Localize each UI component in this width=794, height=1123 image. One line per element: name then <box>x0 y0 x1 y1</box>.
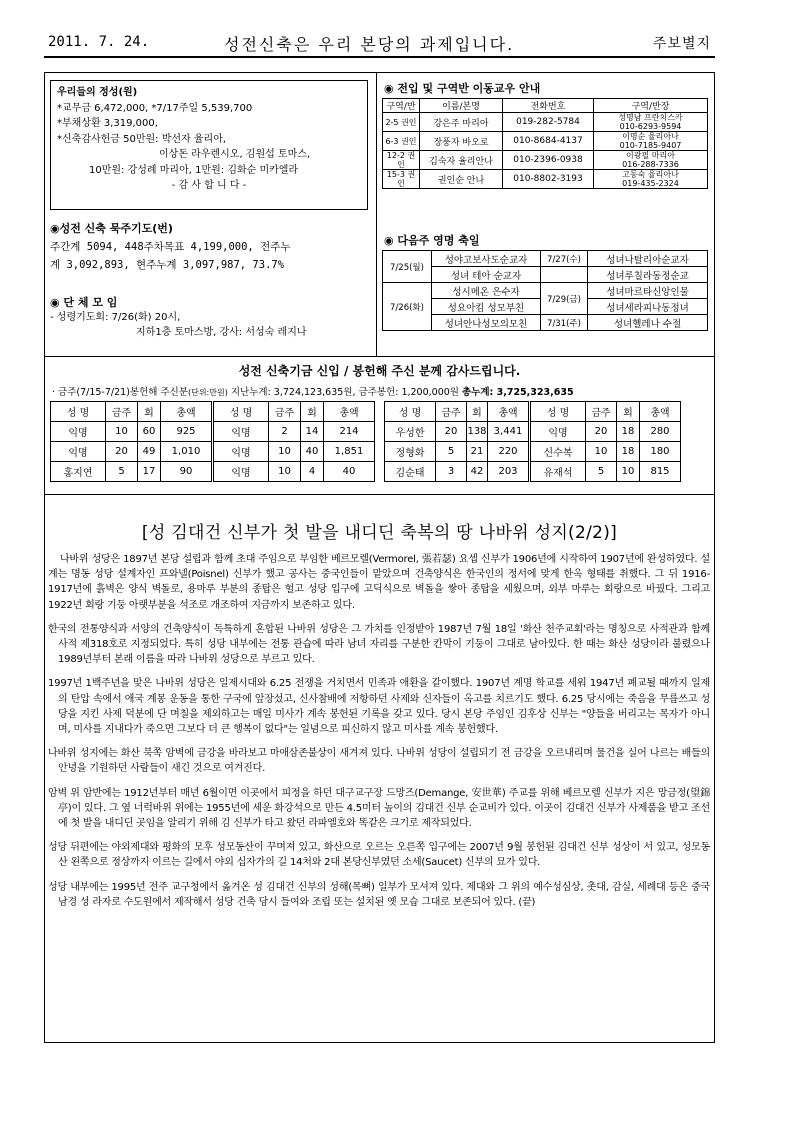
transfer-title: ◉ 전입 및 구역반 이동교우 안내 <box>384 82 541 95</box>
feast-date: 7/25(월) <box>383 251 432 283</box>
column-header: 성 명 <box>213 402 269 422</box>
donor-name: 익명 <box>51 422 106 442</box>
article-paragraph: 성당 뒤편에는 야외제대와 평화의 모후 성모동산이 꾸며져 있고, 화산으로 오르는 오른쪽 입구에는 2007년 9월 봉헌된 김대건 신부 성상이 서 있고, 성모동산 왼쪽으로 정상까지 이르는 길에서 야외 십자가의 길 14처와 2대 본당신부였던 소세(Saucet) 신부의 묘가 있다. <box>48 842 710 869</box>
donor-name: 정형화 <box>385 442 436 462</box>
group-meeting-line: 지하1층 토마스방, 강사: 서성숙 레지나 <box>136 327 307 338</box>
donor-total: 1,010 <box>161 442 213 462</box>
donor-total: 180 <box>640 442 681 462</box>
group-meetings-title: ◉ 단 체 모 임 <box>50 296 118 309</box>
leader-name: 성명남 프란치스카 <box>618 113 683 122</box>
donor-name: 익명 <box>51 442 106 462</box>
table-row <box>51 442 375 462</box>
donor-count: 60 <box>138 422 161 442</box>
donor-count: 17 <box>138 462 161 482</box>
table-header-row <box>51 402 375 422</box>
column-header: 이름/본명 <box>420 99 503 113</box>
donor-count: 18 <box>617 422 640 442</box>
column-header: 회 <box>301 402 324 422</box>
group-meetings-section <box>50 295 370 340</box>
fund-summary <box>52 384 574 398</box>
column-header: 전화번호 <box>503 99 594 113</box>
donor-total: 3,441 <box>488 422 530 442</box>
table-row <box>51 422 375 442</box>
table-header-row <box>385 402 681 422</box>
feast-saint: 성녀마르타신앙인물 <box>588 283 708 299</box>
offerings-line: *부채상환 3,319,000, <box>57 118 158 129</box>
donor-total: 40 <box>324 462 375 482</box>
fund-summary-total: 총누계: 3,725,323,635 <box>461 387 574 398</box>
donor-week: 5 <box>586 462 617 482</box>
donor-total: 280 <box>640 422 681 442</box>
donor-total: 815 <box>640 462 681 482</box>
offerings-title: 우리들의 정성(원) <box>57 87 138 98</box>
donor-count: 10 <box>617 462 640 482</box>
table-row <box>383 315 708 331</box>
column-header: 회 <box>467 402 488 422</box>
table-row <box>383 132 708 151</box>
article-paragraph: 1997년 1백주년을 맞은 나바위 성당은 일제시대와 6.25 전쟁을 거치면서 민족과 애환을 같이했다. 1907년 계명 학교를 세워 1947년 폐교될 때까지 일제의 탄압 속에서 애국 계몽 운동을 통한 구국에 앞장섰고, 신사참배에 저항하던 사제와 신자들이 옥고를 치르기도 했다. 6.25 당시에는 죽음을 무릅쓰고 성당을 지킨 사제 덕분에 단 며칠을 제외하고는 매일 미사가 계속 봉헌된 기록을 갖고 있다. 당시 본당 주임인 김후상 신부는 "양들을 버리고는 목자가 아니며, 미사를 지내다가 죽으면 그보다 더 큰 행복이 없다"는 일념으로 피신하지 않고 미사를 계속 봉헌했다. <box>48 678 710 736</box>
area-cell: 15-3 권인 <box>383 170 420 189</box>
leader-phone: 010-7185-9407 <box>619 141 682 150</box>
bulletin-supplement-label: 주보별지 <box>652 36 711 52</box>
donor-week: 2 <box>269 422 301 442</box>
column-header: 총액 <box>161 402 213 422</box>
column-header: 금주 <box>586 402 617 422</box>
table-row <box>385 442 681 462</box>
donor-total: 214 <box>324 422 375 442</box>
name-cell: 권인순 안나 <box>420 170 503 189</box>
area-cell: 2-5 권인 <box>383 113 420 132</box>
donor-week: 5 <box>106 462 138 482</box>
name-cell: 강은주 마리아 <box>420 113 503 132</box>
donor-week: 10 <box>269 462 301 482</box>
column-header: 회 <box>138 402 161 422</box>
offerings-line: *신축감사헌금 50만원: 박선자 율리아, <box>57 133 227 145</box>
donor-name: 유재석 <box>530 462 586 482</box>
donor-count: 18 <box>617 442 640 462</box>
leader-phone: 010-6293-9594 <box>619 122 682 131</box>
leader-name: 이명순 율리아나 <box>622 132 679 141</box>
donor-total: 1,851 <box>324 442 375 462</box>
donor-total: 203 <box>488 462 530 482</box>
article-title: [성 김대건 신부가 첫 발을 내디딘 축복의 땅 나바위 성지(2/2)] <box>141 523 618 543</box>
leader-cell <box>594 132 708 151</box>
donor-name: 신수복 <box>530 442 586 462</box>
phone-cell: 010-2396-0938 <box>503 151 594 170</box>
feast-saint: 성야고보사도순교자 <box>432 251 541 267</box>
column-header: 총액 <box>640 402 681 422</box>
feast-saint: 성녀나탈리아순교자 <box>588 251 708 267</box>
feast-date: 7/31(주) <box>541 315 588 331</box>
feast-saint: 성요아킴 성모부친 <box>432 299 541 315</box>
offerings-thanks: - 감 사 합 니 다 - <box>171 180 247 191</box>
feast-saint: 성녀 테아 순교자 <box>432 267 541 283</box>
column-header: 금주 <box>106 402 138 422</box>
donor-week: 20 <box>586 422 617 442</box>
donor-name: 익명 <box>213 422 269 442</box>
column-header: 총액 <box>488 402 530 422</box>
fund-summary-label: · 금주(7/15-7/21)봉헌해 주신분 <box>52 387 188 398</box>
area-cell: 12-2 권인 <box>383 151 420 170</box>
article-body <box>48 552 710 919</box>
article-paragraph: 나바위 성당은 1897년 본당 설립과 함께 초대 주임으로 부임한 베르모렐(Vermorel, 張若瑟) 요셉 신부가 1906년에 시작하여 1907년에 완성하였다. 설계는 명동 성당 설계자인 프와넬(Poisnel) 신부가 했고 공사는 중국인들이 맡았으며 건축양식은 한국인의 정서에 맞게 한옥 형태를 취했다. 그 뒤 1916-1917년에 흙벽은 양식 벽돌로, 용마루 부분의 종탑은 헐고 성당 입구에 고딕식으로 벽돌을 쌓아 종탑을 세웠으며, 외부 마루는 회랑으로 바꿨다. 그리고 1922년 회랑 기둥 아랫부분을 석조로 개조하여 지금까지 보존하고 있다. <box>48 554 710 611</box>
table-header-row <box>383 99 708 113</box>
feast-date: 7/26(화) <box>383 283 432 331</box>
offerings-line: *교무금 6,472,000, *7/17주일 5,539,700 <box>57 102 253 114</box>
table-row <box>385 462 681 482</box>
fund-summary-rest: 지난누계: 3,724,123,635원, 금주봉헌: 1,200,000원 <box>227 387 462 398</box>
table-row <box>385 422 681 442</box>
donor-count: 138 <box>467 422 488 442</box>
feast-saint: 성녀루칠라동정순교 <box>588 267 708 283</box>
feast-date: 7/29(금) <box>541 283 588 315</box>
donor-name: 익명 <box>213 442 269 462</box>
section-divider-fund <box>44 494 715 495</box>
name-cell: 장풍자 바오로 <box>420 132 503 151</box>
leader-cell <box>594 170 708 189</box>
table-row <box>383 283 708 299</box>
offerings-line: 이상돈 라우렌시오, 김원섭 토마스, <box>159 149 311 160</box>
offerings-line: 10만원: 강성례 마리아, 1만원: 김화순 미카엘라 <box>89 164 299 176</box>
fund-summary-unit: (단위:만원) <box>187 388 228 397</box>
donor-week: 5 <box>436 442 467 462</box>
donor-count: 4 <box>301 462 324 482</box>
name-cell: 김숙자 율리안나 <box>420 151 503 170</box>
column-header: 회 <box>617 402 640 422</box>
column-header: 금주 <box>436 402 467 422</box>
column-header: 금주 <box>269 402 301 422</box>
fund-title: 성전 신축기금 신입 / 봉헌해 주신 분께 감사드립니다. <box>238 364 521 378</box>
donor-name: 홍지연 <box>51 462 106 482</box>
donor-week: 10 <box>106 422 138 442</box>
rosary-prayer-line: 주간계 5094, 448주차목표 4,199,000, 전주누 <box>50 241 291 253</box>
donor-count: 42 <box>467 462 488 482</box>
donor-total: 90 <box>161 462 213 482</box>
column-divider <box>376 72 377 356</box>
column-header: 성 명 <box>51 402 106 422</box>
page-header <box>44 30 715 58</box>
donor-total: 220 <box>488 442 530 462</box>
fund-table-left <box>50 401 375 482</box>
bulletin-slogan: 성전신축은 우리 본당의 과제입니다. <box>224 35 515 54</box>
leader-cell <box>594 151 708 170</box>
column-header: 구역/반장 <box>594 99 708 113</box>
table-row <box>51 462 375 482</box>
leader-phone: 019-435-2324 <box>622 179 679 188</box>
leader-phone: 016-288-7336 <box>622 160 679 169</box>
group-meeting-line: - 성령기도회: 7/26(화) 20시, <box>50 312 181 323</box>
table-row <box>383 113 708 132</box>
rosary-prayer-line: 계 3,092,893, 현주누계 3,097,987, 73.7% <box>50 259 285 271</box>
phone-cell: 010-8684-4137 <box>503 132 594 151</box>
donor-week: 20 <box>106 442 138 462</box>
donor-week: 10 <box>269 442 301 462</box>
offerings-box <box>50 80 368 210</box>
donor-count: 49 <box>138 442 161 462</box>
table-row <box>383 170 708 189</box>
feast-title: ◉ 다음주 영명 축일 <box>384 234 480 247</box>
donor-total: 925 <box>161 422 213 442</box>
leader-name: 고동숙 율리아나 <box>622 170 679 179</box>
phone-cell: 010-8802-3193 <box>503 170 594 189</box>
feast-date <box>541 267 588 283</box>
donor-name: 익명 <box>530 422 586 442</box>
article-paragraph: 한국의 전통양식과 서양의 건축양식이 독특하게 혼합된 나바위 성당은 그 가치를 인정받아 1987년 7월 18일 '화산 천주교회'라는 명칭으로 사적관과 함께 사적 제318호로 지정되었다. 특히 성당 내부에는 전통 관습에 따라 남녀 자리를 구분한 칸막이 기둥이 그대로 남아있다. 한 때는 화산 성당이라 불렸으나 1989년부터 본래 이름을 따라 나바위 성당으로 부르고 있다. <box>48 623 710 666</box>
donor-week: 20 <box>436 422 467 442</box>
feast-saint: 성녀안나성모의모친 <box>432 315 541 331</box>
leader-name: 이광필 마리아 <box>626 151 675 160</box>
phone-cell: 019-282-5784 <box>503 113 594 132</box>
column-header: 총액 <box>324 402 375 422</box>
donor-name: 우성한 <box>385 422 436 442</box>
section-divider-top <box>44 356 715 357</box>
table-row <box>383 151 708 170</box>
leader-cell <box>594 113 708 132</box>
article-paragraph: 암벽 위 암반에는 1912년부터 매년 6월이면 이곳에서 피정을 하던 대구교구장 드망즈(Demange, 安世華) 주교를 위해 베르모렐 신부가 지은 망금정(望錦亭)이 있다. 그 옆 너럭바위 위에는 1955년에 세운 화강석으로 만든 4.5미터 높이의 김대건 신부 순교비가 있다. 이곳이 김대건 신부가 사제품을 받고 조선에 첫 발을 내디딘 곳임을 알리기 위해 김 신부가 타고 왔던 라파엘호와 똑같은 크기로 제작되었다. <box>48 787 710 830</box>
rosary-prayer-section <box>50 220 370 274</box>
donor-count: 40 <box>301 442 324 462</box>
column-header: 성 명 <box>385 402 436 422</box>
column-header: 구역/반 <box>383 99 420 113</box>
table-row <box>383 267 708 283</box>
article-paragraph: 성당 내부에는 1995년 전주 교구청에서 옮겨온 성 김대건 신부의 성해(목뼈) 일부가 모셔져 있다. 제대와 그 위의 예수성심상, 촛대, 감실, 세례대 등은 중국 남경 성 라자로 수도원에서 제작해서 성당 건축 당시 들여와 조립 또는 설치된 옛 모습 그대로 보존되어 있다. (끝) <box>48 881 710 908</box>
feast-saint: 성녀세라피나동정녀 <box>588 299 708 315</box>
donor-count: 21 <box>467 442 488 462</box>
donor-count: 14 <box>301 422 324 442</box>
feast-saint: 성녀헬레나 수절 <box>588 315 708 331</box>
rosary-prayer-title: ◉성전 신축 묵주기도(번) <box>50 222 173 235</box>
feast-table <box>382 250 708 331</box>
donor-week: 3 <box>436 462 467 482</box>
article-paragraph: 나바위 성지에는 화산 북쪽 암벽에 금강을 바라보고 마애삼존불상이 새겨져 있다. 나바위 성당이 설립되기 전 금강을 오르내리며 물건을 실어 나르는 배들의 안녕을 기원하던 사람들이 새긴 것으로 여겨진다. <box>48 748 710 775</box>
donor-name: 김순태 <box>385 462 436 482</box>
bulletin-date: 2011. 7. 24. <box>48 34 150 50</box>
area-cell: 6-3 권인 <box>383 132 420 151</box>
fund-table-right <box>384 401 681 482</box>
transfer-table <box>382 98 708 189</box>
donor-week: 10 <box>586 442 617 462</box>
feast-saint: 성시메온 은수자 <box>432 283 541 299</box>
donor-name: 익명 <box>213 462 269 482</box>
column-header: 성 명 <box>530 402 586 422</box>
table-row <box>383 251 708 267</box>
feast-date: 7/27(수) <box>541 251 588 267</box>
